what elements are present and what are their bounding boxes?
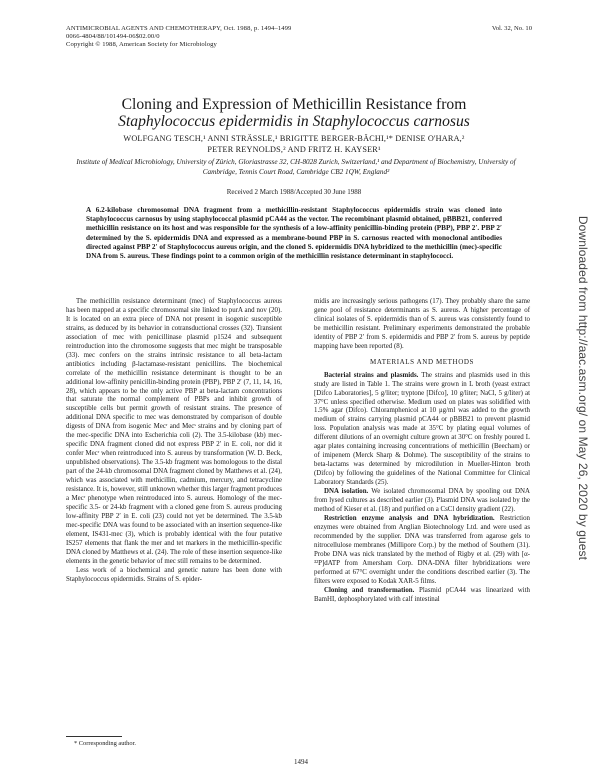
right-column [314, 298, 530, 604]
intro-paragraph-2: Less work of a biochemical and genetic nature has been done with Staphylococcus epidermidis. Strains of S. epider- [66, 566, 282, 583]
paragraph-text: The strains and plasmids used in this study are listed in Table 1. The strains were grown in L broth (yeast extract [Difco Laboratories], 5 g/liter; tryptone [Difco], 10 g/liter; NaCl, 5 g/liter) at 37°C unless specified otherwise. Medium used on plates was solidified with 1.5% agar (Difco). Chloramphenicol at 10 μg/ml was added to the growth medium of strains carrying plasmid pCA44 or pBBB21 to prevent plasmid loss. Population analysis was made at 35°C by plating equal volumes of different dilutions of an overnight culture grown at 30°C on freshly poured L agar plates containing increasing concentrations of methicillin (Beecham) or of imipenem (Merck Sharp & Dohme). The susceptibility of the strains to beta-lactams was determined by microdilution in Mueller-Hinton broth (Difco) by following the guidelines of the National Committee for Clinical Laboratory Standards (25). [314, 371, 530, 487]
title-line-2: Staphylococcus epidermidis in Staphylococcus carnosus [118, 113, 470, 130]
paragraph-heading: DNA isolation. [324, 488, 369, 496]
volume-number: Vol. 32, No. 10 [491, 25, 532, 32]
paragraph-text: We isolated chromosomal DNA by spooling out DNA from lysed cultures as described earlier (3). Plasmid DNA was isolated by the method of Kieser et al. (18) and purified on a CsCl density gradient (22). [314, 488, 530, 513]
paragraph-heading: Restriction enzyme analysis and DNA hybridization. [324, 514, 495, 522]
article-code: 0066-4804/88/101494-06$02.00/0 [66, 33, 160, 41]
authors-line-2: PETER REYNOLDS,² AND FRITZ H. KAYSER¹ [207, 144, 381, 154]
journal-citation: ANTIMICROBIAL AGENTS AND CHEMOTHERAPY, Oct. 1988, p. 1494–1499 [66, 25, 292, 32]
article-title [60, 96, 528, 130]
paragraph-heading: Bacterial strains and plasmids. [324, 371, 419, 379]
footnote: * Corresponding author. [74, 740, 136, 747]
copyright-notice: Copyright © 1988, American Society for Microbiology [66, 41, 217, 49]
received-date: Received 2 March 1988/Accepted 30 June 1988 [226, 188, 362, 196]
watermark-text: Downloaded from http://aac.asm.org/ on May 26, 2020 by guest [576, 215, 590, 561]
section-heading: MATERIALS AND METHODS [370, 357, 474, 366]
journal-header [66, 25, 406, 50]
title-line-1: Cloning and Expression of Methicillin Resistance from [121, 96, 467, 113]
footnote-divider [66, 736, 122, 737]
intro-continuation: midis are increasingly serious pathogens (17). They probably share the same gene pool of resistance determinants as S. aureus. A higher percentage of clinical isolates of S. epidermidis than of S. aureus was consistently found to be methicillin resistant. Preliminary experiments demonstrated the probable identity of PBP 2′ from S. epidermidis and PBP 2′ from S. aureus by peptide mapping have been reported (8). [314, 298, 530, 350]
methods-paragraph [314, 587, 530, 605]
paragraph-text: Restriction enzymes were obtained from Anglian Biotechnology Ltd. and were used as recommended by the supplier. DNA was transferred from agarose gels to nitrocellulose membranes (Millipore Corp.) by the method of Southern (31). Probe DNA was nick translated by the method of Rigby et al. (29) with [α-³²P]dATP from Amersham Corp. DNA-DNA filter hybridizations were performed at 67°C overnight under the conditions described earlier (3). The filters were exposed to Kodak XAR-5 films. [314, 514, 530, 585]
paragraph-heading: Cloning and transformation. [324, 586, 415, 594]
affiliations: Institute of Medical Microbiology, University of Zürich, Gloriastrasse 32, CH-8028 Zurich, Switzerland,¹ and Department of Biochemistry, University of Cambridge, Tennis Court Road, Cambridge CB2 1QW, England² [76, 158, 516, 176]
left-column [66, 298, 282, 585]
methods-paragraph [314, 515, 530, 587]
page-number: 1494 [294, 758, 308, 766]
abstract: A 6.2-kilobase chromosomal DNA fragment from a methicillin-resistant Staphylococcus epidermidis strain was cloned into Staphylococcus carnosus by using staphylococcal plasmid pCA44 as the vector. The recombinant plasmid obtained, pBBB21, conferred methicillin resistance on its host and was responsible for the synthesis of a low-affinity penicillin-binding protein (PBP), PBP 2′. PBP 2′ determined by the S. epidermidis DNA and expressed as a membrane-bound PBP in S. carnosus reacted with monoclonal antibodies directed against PBP 2′ of Staphylococcus aureus origin, and the cloned S. epidermidis DNA hybridized to the methicillin (mec)-specific DNA from S. aureus. These findings point to a common origin of the methicillin resistance determinant in staphylococci. [86, 206, 502, 261]
methods-paragraph [314, 372, 530, 488]
authors-line-1: WOLFGANG TESCH,¹ ANNI STRÄSSLE,¹ BRIGITTE BERGER-BÄCHI,¹* DENISE O'HARA,² [123, 134, 465, 143]
paragraph-text: Plasmid pCA44 was linearized with BamHI, dephosphorylated with calf intestinal [314, 586, 530, 603]
methods-paragraph [314, 488, 530, 515]
intro-paragraph-1: The methicillin resistance determinant (mec) of Staphylococcus aureus has been mapped at a specific chromosomal site linked to purA and nov (20). It is located on an extra piece of DNA not present in isogenic susceptible strains, as deduced by its behavior in cotransductional crosses (32). Transient association of mec with penicillinase plasmid p1524 and subsequent reintroduction into the chromosome suggests that mec might be transposable (33). mec confers on the strains intrinsic resistance to all beta-lactam antibiotics including β-lactamase-resistant penicillins. The biochemical correlate of the methicillin resistance determinant is thought to be an additional low-affinity penicillin-binding protein (PBP), PBP 2′ (7, 11, 14, 16, 28), which appears to be the only active PBP at beta-lactam concentrations that saturate the normal complement of PBPs and inhibit growth of susceptible cells but permit growth of resistant strains. The presence of additional DNA specific to mec was demonstrated by comparison of double digests of DNA from isogenic Mecʳ and Mecˢ strains and by cloning part of the mec-specific DNA into Escherichia coli (2). The 3.5-kilobase (kb) mec-specific DNA fragment cloned did not express PBP 2′ in E. coli, nor did it confer Mecʳ when reintroduced into S. aureus by transformation (W. D. Beck, unpublished observations). The 3.5-kb fragment was homologous to the distal part of the 24-kb chromosomal DNA fragment cloned by Matthews et al. (24), which was associated with methicillin, cadmium, mercury, and tetracycline resistance. It is, however, still unknown whether this larger fragment produces a Mecʳ phenotype when reintroduced into S. aureus. Homology of the mec-specific 3.5- or 24-kb fragment with a cloned gene from S. aureus producing low-affinity PBP 2′ in E. coli (23) could not yet be determined. The 3.5-kb mec-specific DNA was found to be associated with an insertion sequence-like element, IS431-mec (3), which is probably identical with the four putative IS257 elements that flank the mer and tet markers in the methicillin-specific DNA cloned by Matthews et al. (24). The role of these insertion sequence-like elements in the genetic behavior of mec still remains to be determined. [66, 298, 282, 565]
author-list [60, 134, 528, 155]
